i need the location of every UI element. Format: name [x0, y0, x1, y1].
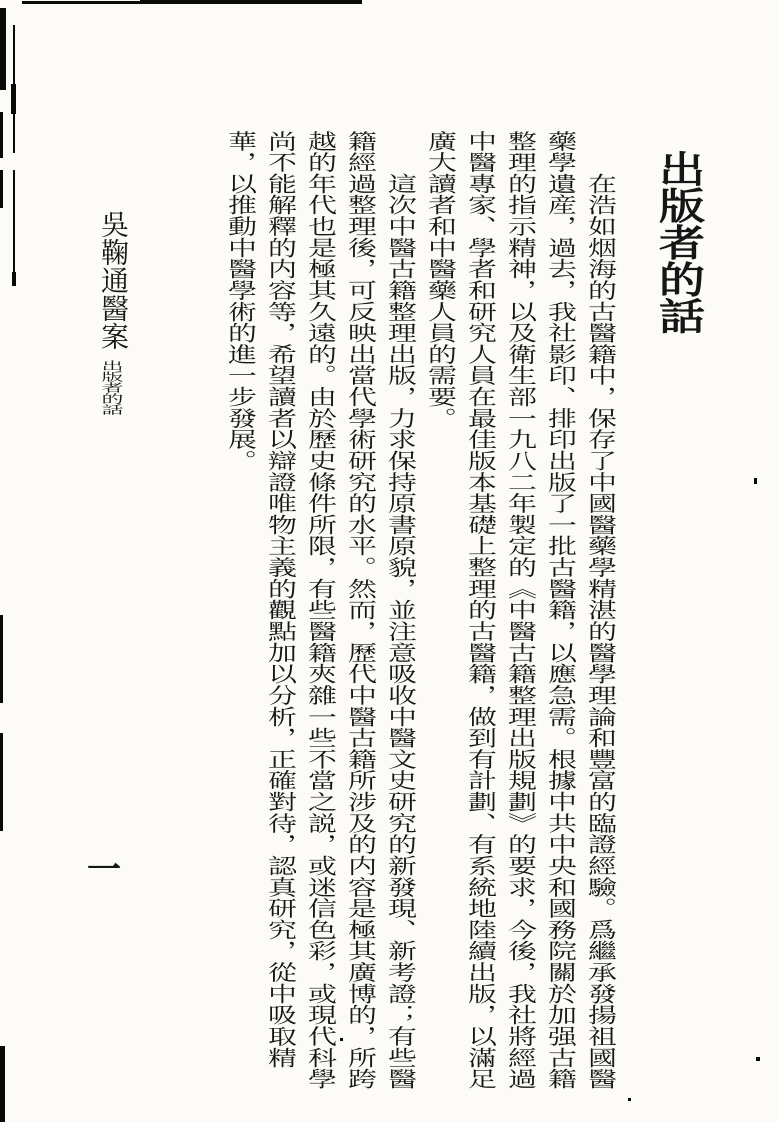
paragraph: 在浩如烟海的古醫籍中，保存了中國醫藥學精湛的醫學理論和豐富的臨證經驗。爲繼承發揚祖國醫藥學遺産，過去，我社影印、排印出版了一批古醫籍，以應急需。根據中共中央和國務院關於加强古籍整理的指示精神，以及衛生部一九八二年製定的《中醫古籍整理出版規劃》的要求，今後，我社將經過中醫專家、學者和研究人員在最佳版本基礎上整理的古醫籍，做到有計劃、有系統地陸續出版，以滿足廣大讀者和中醫藥人員的需要。 [424, 130, 616, 1090]
scan-artifact [0, 615, 3, 703]
scan-artifact [11, 84, 16, 114]
scan-artifact [12, 272, 16, 286]
running-head-book-title: 吳鞠通醫案 [97, 210, 128, 350]
scan-artifact [140, 0, 362, 4]
page-number: 一 [87, 852, 121, 889]
scan-artifact [13, 170, 15, 276]
scan-artifact [0, 733, 3, 831]
scan-artifact [754, 478, 757, 484]
scan-artifact [628, 1098, 631, 1101]
scan-artifact [0, 1046, 5, 1122]
scan-artifact [756, 1057, 760, 1061]
scan-artifact [0, 170, 3, 208]
body-text [220, 130, 620, 1089]
running-head-section-title: 出版者的話 [99, 360, 124, 415]
page-title: 出版者的話 [653, 150, 704, 334]
scan-artifact [0, 8, 6, 90]
scan-artifact [0, 112, 3, 158]
paragraph: 這次中醫古籍整理出版，力求保持原書原貌，並注意吸收中醫文史研究的新發現、新考證；有些醫籍經過整理後，可反映出當代學術研究的水平。然而，歷代中醫古籍所涉及的内容是極其廣博的，所跨越的年代也是極其久遠的。由於歷史條件所限，有些醫籍夾雜一些不當之説，或迷信色彩，或現代科學尚不能解釋的内容等，希望讀者以辯證唯物主義的觀點加以分析，正確對待，認真研究，從中吸取精華，以推動中醫學術的進一步發展。 [224, 130, 416, 1090]
scan-artifact [22, 1, 140, 4]
